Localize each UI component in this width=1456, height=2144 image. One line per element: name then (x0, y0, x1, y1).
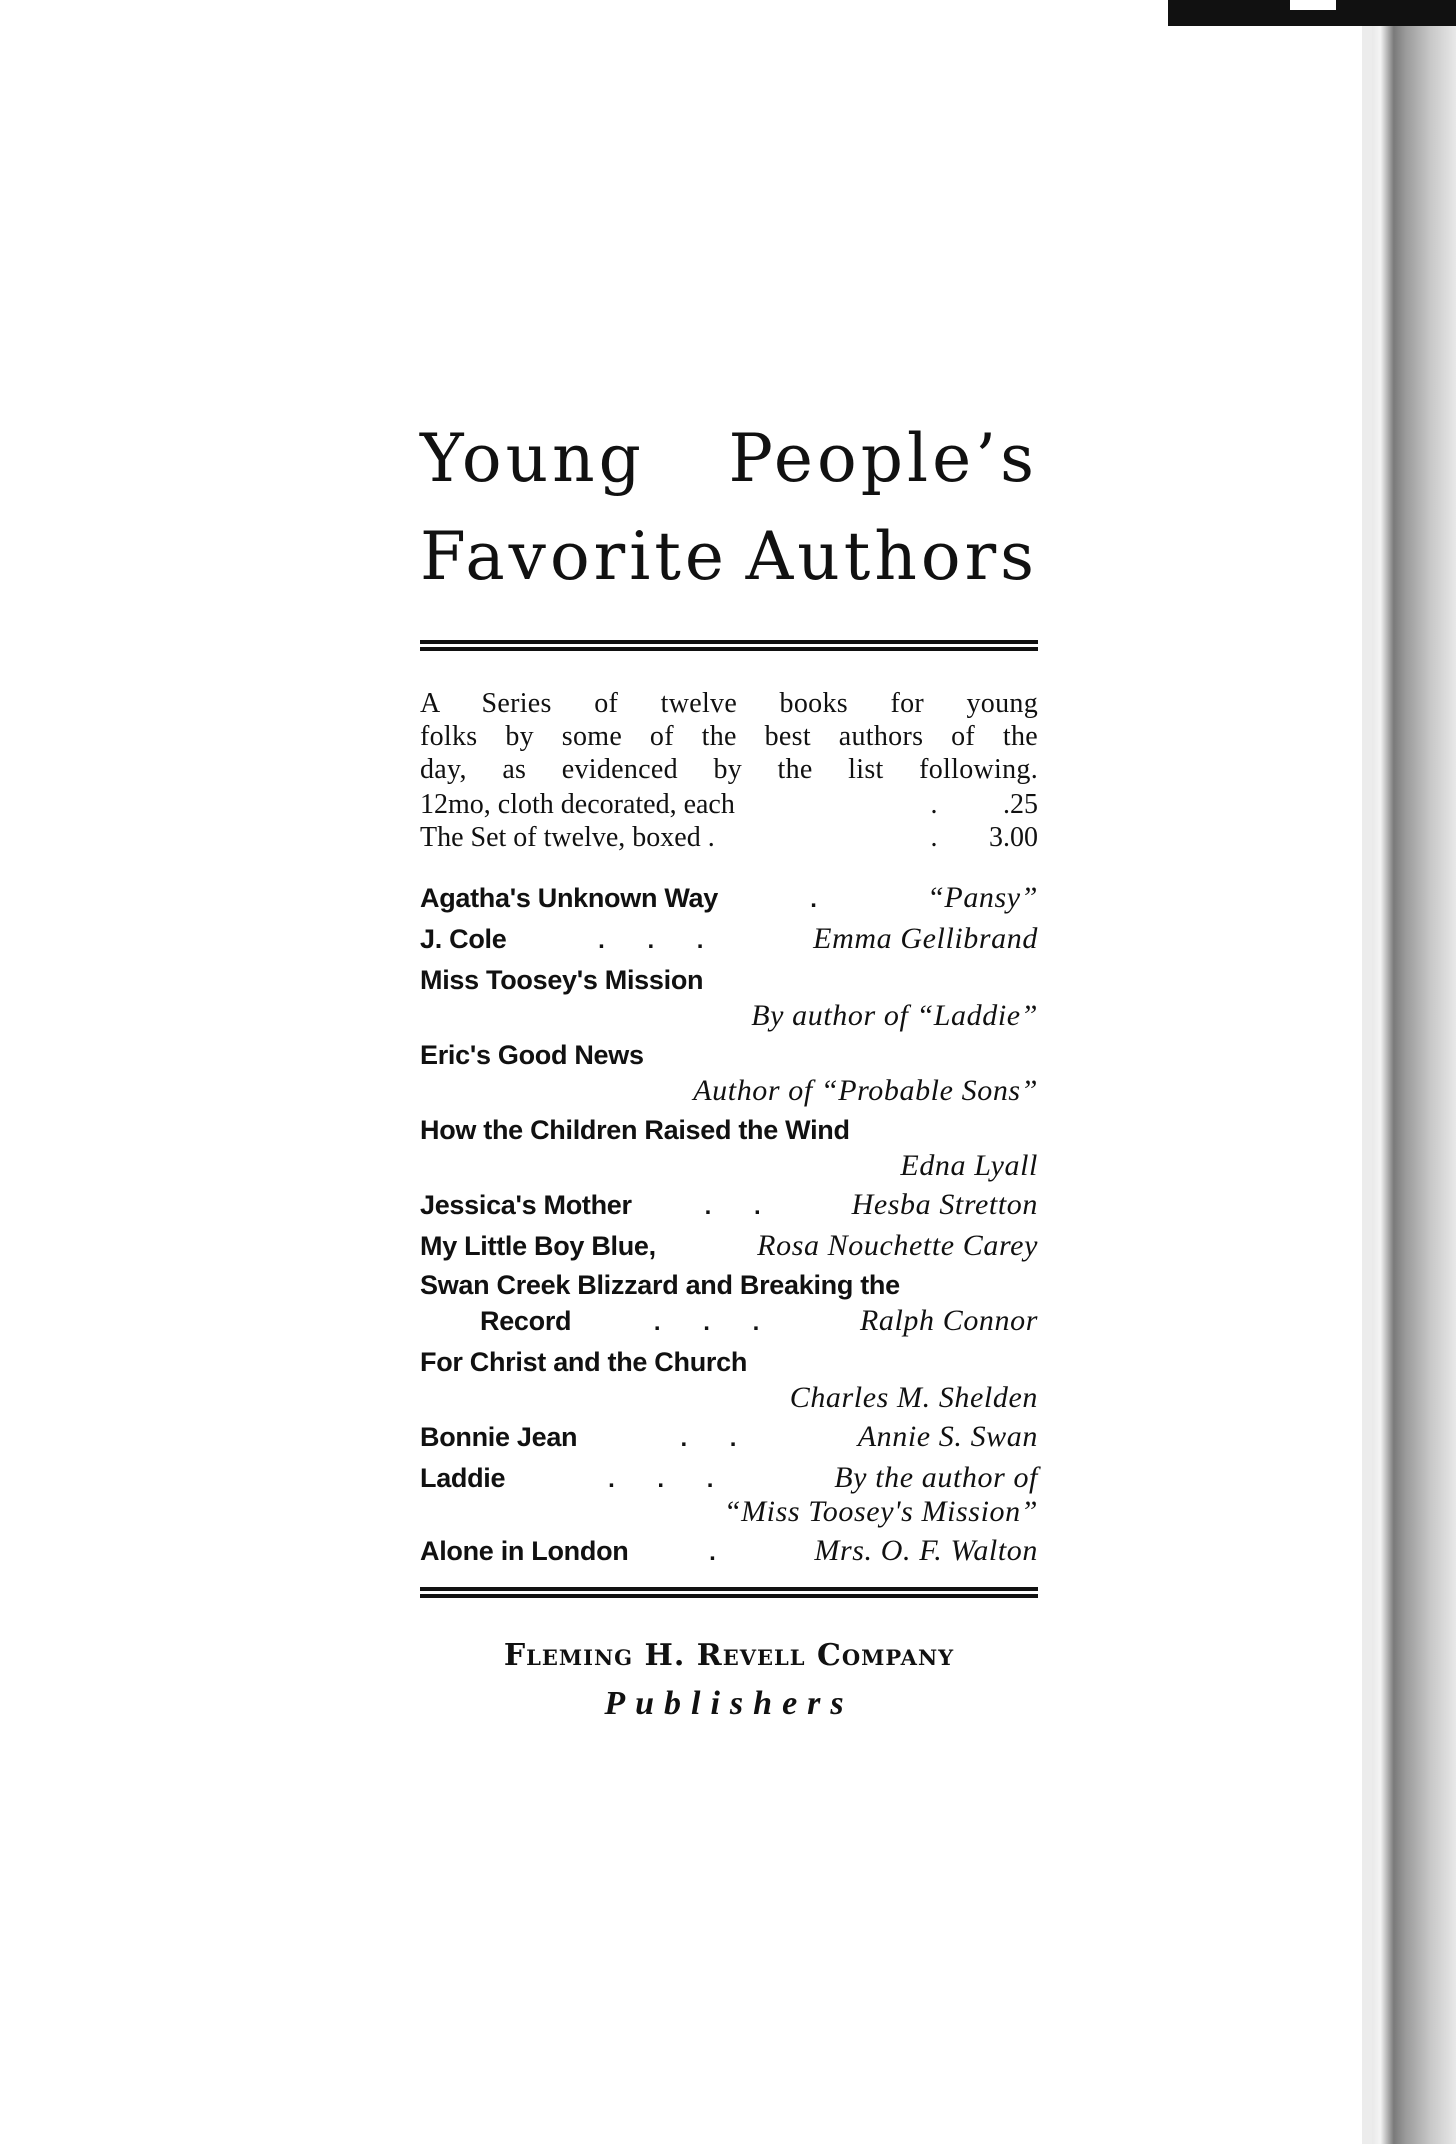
leader-dots: . (709, 1539, 734, 1566)
description-line: folks by some of the best authors of the (420, 721, 1038, 752)
book-list (420, 880, 1038, 1571)
book-title: Swan Creek Blizzard and Breaking the (420, 1270, 900, 1300)
book-author: Rosa Nouchette Carey (757, 1229, 1038, 1262)
book-author: Author of “Probable Sons” (693, 1074, 1038, 1107)
book-entry (420, 921, 1038, 959)
price-label: The Set of twelve, boxed . (420, 822, 715, 853)
title-word: Authors (745, 518, 1038, 595)
leader-dots: . . . (598, 927, 722, 954)
book-author: Edna Lyall (900, 1149, 1038, 1182)
top-edge-gap (1290, 0, 1336, 10)
publisher-role: Publishers (604, 1685, 854, 1722)
advertisement-block (420, 410, 1038, 1723)
series-description (420, 687, 1038, 786)
book-author: Charles M. Shelden (789, 1381, 1038, 1414)
book-entry (420, 1037, 1038, 1109)
book-entry (420, 1344, 1038, 1416)
book-author: “Pansy” (927, 881, 1038, 914)
leader-dots: . (810, 886, 835, 913)
double-rule-top (420, 640, 1038, 651)
book-author: By author of “Laddie” (751, 999, 1038, 1032)
book-title: Laddie (420, 1463, 506, 1493)
page-title (420, 410, 1038, 606)
title-word: Young (420, 420, 645, 497)
book-entry (420, 1533, 1038, 1571)
book-title: Jessica's Mother (420, 1190, 632, 1220)
leader-dots: . . (680, 1425, 755, 1452)
book-entry (420, 962, 1038, 1034)
page-spine-edge (1362, 26, 1372, 2144)
book-entry (420, 1187, 1038, 1225)
book-author-continued: “Miss Toosey's Mission” (723, 1495, 1038, 1528)
price-value: 3.00 (989, 822, 1038, 853)
price-list (420, 788, 1038, 854)
price-label: 12mo, cloth decorated, each (420, 789, 735, 820)
leader-dots: . . (704, 1193, 779, 1220)
book-author: Mrs. O. F. Walton (814, 1534, 1038, 1567)
book-author: By the author of (834, 1461, 1038, 1494)
book-title: Agatha's Unknown Way (420, 883, 718, 913)
book-author: Hesba Stretton (851, 1188, 1038, 1221)
book-title: Miss Toosey's Mission (420, 965, 704, 995)
leader-dots: . (930, 789, 938, 820)
book-entry (420, 1267, 1038, 1341)
leader-dots: . (930, 822, 938, 853)
book-title: For Christ and the Church (420, 1347, 748, 1377)
price-value: .25 (1003, 789, 1038, 820)
book-title: Eric's Good News (420, 1040, 644, 1070)
book-entry (420, 880, 1038, 918)
price-row (420, 788, 1038, 821)
book-author: Ralph Connor (859, 1304, 1038, 1337)
book-entry (420, 1228, 1038, 1264)
double-rule-bottom (420, 1587, 1038, 1598)
book-author: Annie S. Swan (857, 1420, 1038, 1453)
book-title: Bonnie Jean (420, 1422, 578, 1452)
book-title-continued: Record (480, 1306, 572, 1336)
title-line-2 (420, 508, 1038, 606)
price-row (420, 821, 1038, 854)
book-entry (420, 1112, 1038, 1184)
description-line: A Series of twelve books for young (420, 688, 1038, 719)
book-title: My Little Boy Blue, (420, 1231, 656, 1261)
publisher-name: Fleming H. Revell Company (503, 1638, 955, 1673)
title-word: Favorite (420, 518, 728, 595)
book-author: Emma Gellibrand (813, 922, 1038, 955)
book-title: J. Cole (420, 924, 507, 954)
book-title: Alone in London (420, 1536, 629, 1566)
description-line: day, as evidenced by the list following. (420, 754, 1038, 785)
title-word: People’s (728, 420, 1038, 497)
book-title: How the Children Raised the Wind (420, 1115, 850, 1145)
leader-dots: . . . (608, 1466, 732, 1493)
book-entry (420, 1419, 1038, 1457)
title-line-1 (420, 410, 1038, 508)
page-spine-shadow (1372, 26, 1456, 2144)
book-entry (420, 1460, 1038, 1530)
leader-dots: . . . (653, 1309, 778, 1336)
